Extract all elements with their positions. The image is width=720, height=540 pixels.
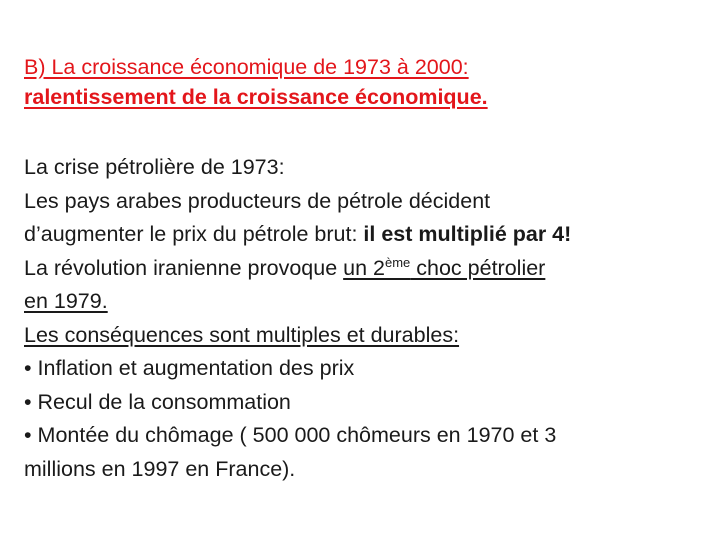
- underlined-text: [343, 256, 545, 280]
- consequences-heading: Les conséquences sont multiples et durables:: [24, 322, 460, 347]
- list-item-continuation: millions en 1997 en France).: [24, 456, 296, 481]
- list-item-text: Recul de la consommation: [37, 389, 291, 414]
- bullet-icon: •: [24, 356, 32, 380]
- text-span: choc pétrolier: [410, 255, 546, 280]
- list-item-text: Inflation et augmentation des prix: [37, 356, 355, 380]
- paragraph-line: Les pays arabes producteurs de pétrole décident: [24, 188, 491, 213]
- list-item: [24, 386, 704, 420]
- title-line-2: ralentissement de la croissance économique.: [24, 85, 488, 109]
- paragraph-line: [24, 218, 704, 252]
- text-span: d’augmenter le prix du pétrole brut:: [24, 222, 364, 246]
- superscript: ème: [385, 254, 411, 270]
- emphasis-text: il est multiplié par 4!: [363, 222, 572, 246]
- slide-body: [24, 151, 704, 486]
- paragraph-line: en 1979.: [24, 289, 108, 313]
- list-item: [24, 419, 704, 453]
- title-line-1: B) La croissance économique de 1973 à 2000:: [24, 55, 469, 79]
- bullet-icon: •: [24, 389, 32, 414]
- bullet-icon: •: [24, 423, 32, 447]
- slide-title: [24, 52, 704, 112]
- text-span: un 2: [343, 255, 385, 280]
- paragraph-line: [24, 252, 704, 286]
- list-item: [24, 352, 704, 386]
- section-heading: La crise pétrolière de 1973:: [24, 155, 285, 179]
- text-span: La révolution iranienne provoque: [24, 255, 344, 280]
- list-item-text: Montée du chômage ( 500 000 chômeurs en 1970 et 3: [37, 423, 557, 447]
